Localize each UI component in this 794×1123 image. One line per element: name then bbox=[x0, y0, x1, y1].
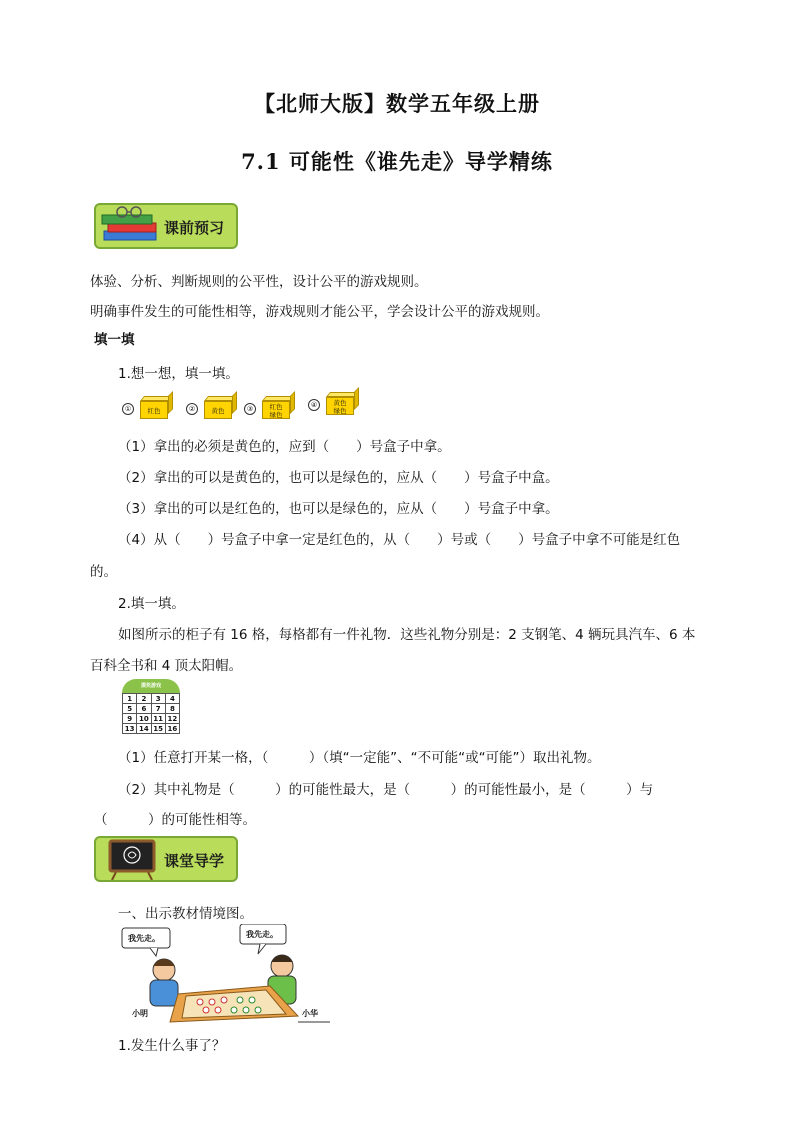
page-subtitle: 7.1 可能性《谁先走》导学精练 bbox=[241, 149, 553, 174]
gift-cabinet bbox=[122, 679, 180, 737]
name-right: 小华 bbox=[302, 1009, 318, 1018]
blackboard-icon bbox=[102, 838, 166, 880]
cell: 9 bbox=[123, 714, 137, 724]
q2-item-1: （1）任意打开某一格，（ ）（填“一定能”、“不可能“或“可能”）取出礼物。 bbox=[118, 750, 601, 766]
cell: 13 bbox=[123, 724, 137, 734]
box-label: 黄色 bbox=[204, 401, 232, 419]
class-q1: 1.发生什么事了？ bbox=[118, 1038, 226, 1054]
fill-heading: 填一填 bbox=[94, 332, 135, 348]
q2-item-2-cont: （ ）的可能性相等。 bbox=[94, 812, 256, 828]
q1-item-4-cont: 的。 bbox=[90, 564, 117, 580]
cell: 14 bbox=[137, 724, 151, 734]
box-label: 黄色 绿色 bbox=[326, 397, 354, 415]
class-banner bbox=[94, 836, 238, 882]
cell: 16 bbox=[165, 724, 179, 734]
cell: 12 bbox=[165, 714, 179, 724]
cabinet-title: 摸奖游戏 bbox=[122, 679, 180, 693]
q2-desc-1: 如图所示的柜子有 16 格，每格都有一件礼物．这些礼物分别是：2 支钢笔、4 辆玩具汽车、6 本 bbox=[118, 627, 696, 643]
page-title: 【北师大版】数学五年级上册 bbox=[254, 91, 540, 116]
cell: 2 bbox=[137, 694, 151, 704]
box-number: ① bbox=[122, 403, 134, 415]
preview-banner bbox=[94, 203, 238, 249]
box-label: 红色 bbox=[140, 401, 168, 419]
cell: 8 bbox=[165, 704, 179, 714]
books-icon bbox=[100, 205, 164, 247]
class-intro: 一、出示教材情境图。 bbox=[118, 906, 253, 922]
name-left: 小明 bbox=[132, 1009, 148, 1018]
cell: 4 bbox=[165, 694, 179, 704]
cell: 6 bbox=[137, 704, 151, 714]
cell: 10 bbox=[137, 714, 151, 724]
goal-1: 体验、分析、判断规则的公平性，设计公平的游戏规则。 bbox=[90, 274, 428, 290]
cell: 3 bbox=[151, 694, 165, 704]
cell: 15 bbox=[151, 724, 165, 734]
cell: 7 bbox=[151, 704, 165, 714]
cell: 11 bbox=[151, 714, 165, 724]
q1-item-4: （4）从（ ）号盒子中拿一定是红色的，从（ ）号或（ ）号盒子中拿不可能是红色 bbox=[118, 532, 681, 548]
q2-title: 2.填一填。 bbox=[118, 596, 185, 612]
q1-title: 1.想一想，填一填。 bbox=[118, 366, 239, 382]
goal-2: 明确事件发生的可能性相等，游戏规则才能公平，学会设计公平的游戏规则。 bbox=[90, 304, 549, 320]
preview-banner-label: 课前预习 bbox=[164, 219, 225, 237]
q1-item-2: （2）拿出的可以是黄色的，也可以是绿色的，应从（ ）号盒子中盒。 bbox=[118, 470, 559, 486]
class-banner-label: 课堂导学 bbox=[164, 852, 225, 870]
q2-desc-2: 百科全书和 4 顶太阳帽。 bbox=[90, 658, 243, 674]
box-number: ③ bbox=[244, 403, 256, 415]
cabinet-grid bbox=[122, 693, 180, 734]
bubble-right-text: 我先走。 bbox=[246, 930, 278, 939]
chess-scene-illustration bbox=[120, 924, 330, 1026]
cell: 5 bbox=[123, 704, 137, 714]
box-number: ② bbox=[186, 403, 198, 415]
cell: 1 bbox=[123, 694, 137, 704]
q2-item-2: （2）其中礼物是（ ）的可能性最大，是（ ）的可能性最小，是（ ）与 bbox=[118, 782, 654, 798]
q1-item-3: （3）拿出的可以是红色的，也可以是绿色的，应从（ ）号盒子中拿。 bbox=[118, 501, 559, 517]
box-label: 红色 绿色 bbox=[262, 401, 290, 419]
box-number: ④ bbox=[308, 399, 320, 411]
q1-item-1: （1）拿出的必须是黄色的，应到（ ）号盒子中拿。 bbox=[118, 439, 451, 455]
bubble-left-text: 我先走。 bbox=[128, 934, 160, 943]
